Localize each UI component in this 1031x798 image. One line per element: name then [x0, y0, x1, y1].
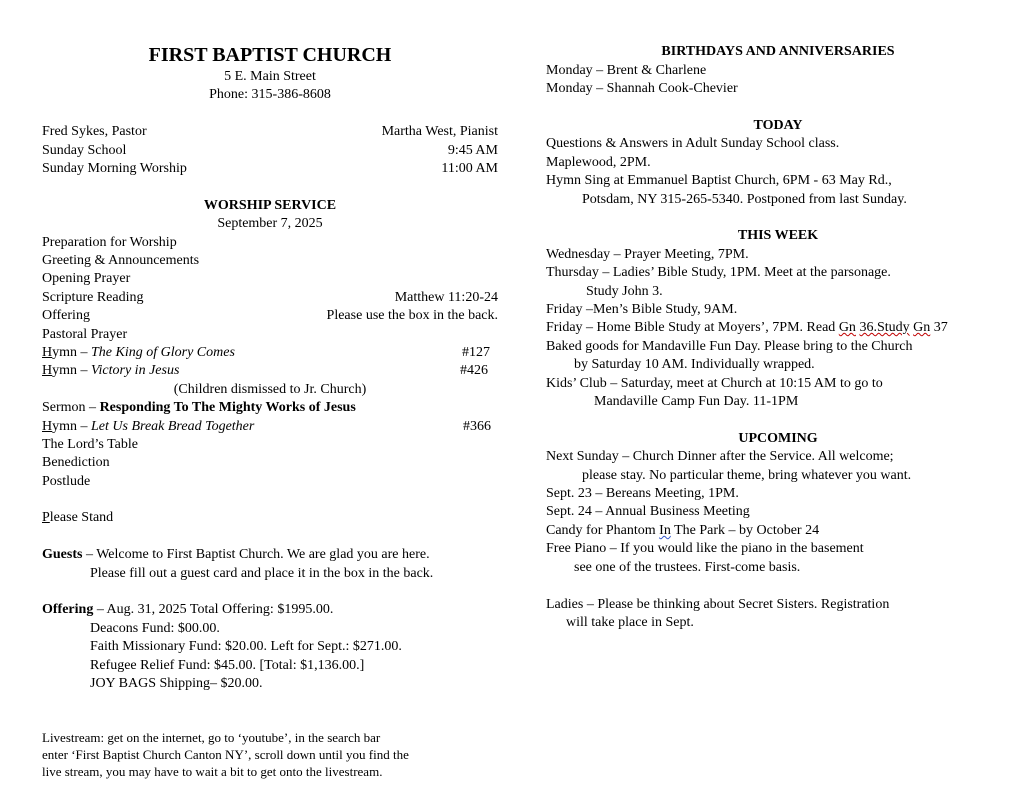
staff-row-worship	[42, 160, 498, 178]
upcoming-sept-24: Sept. 24 – Annual Business Meeting	[546, 504, 750, 519]
please-stand-rest: lease Stand	[49, 510, 114, 525]
guests-label: Guests	[42, 547, 83, 562]
week-wednesday: Wednesday – Prayer Meeting, 7PM.	[546, 247, 749, 262]
guests-line-2: Please fill out a guest card and place it in the box in the back.	[90, 566, 434, 581]
order-lords-table: The Lord’s Table	[42, 437, 138, 452]
upcoming-candy	[546, 522, 1016, 540]
today-3: Hymn Sing at Emmanuel Baptist Church, 6PM - 63 May Rd.,	[546, 173, 892, 188]
worship-label: Sunday Morning Worship	[42, 161, 187, 176]
worship-time: 11:00 AM	[441, 161, 498, 176]
order-greeting: Greeting & Announcements	[42, 253, 200, 268]
order-scripture	[42, 289, 498, 307]
hymn-2-title: Victory in Jesus	[91, 363, 180, 378]
offering-joy: JOY BAGS Shipping– $20.00.	[90, 676, 263, 691]
order-hymn-2	[42, 362, 498, 380]
pianist-name: Martha West, Pianist	[381, 124, 498, 139]
offering-label: Offering	[42, 308, 90, 323]
order-hymn-3	[42, 418, 498, 436]
upcoming-ladies-2: will take place in Sept.	[566, 615, 694, 630]
hymn-h: H	[42, 345, 53, 360]
offering-faith: Faith Missionary Fund: $20.00. Left for Sept.: $271.00.	[90, 639, 402, 654]
birthday-1: Monday – Brent & Charlene	[546, 63, 707, 78]
hymn-2-number: #426	[460, 363, 488, 378]
children-dismissed: (Children dismissed to Jr. Church)	[173, 382, 367, 397]
guests-line-1	[42, 546, 498, 564]
sunday-school-time: 9:45 AM	[447, 143, 498, 158]
sermon-title: Responding To The Mighty Works of Jesus	[99, 400, 356, 415]
birthdays-heading: BIRTHDAYS AND ANNIVERSARIES	[661, 44, 895, 59]
worship-heading: WORSHIP SERVICE	[203, 198, 337, 213]
hymn-3-number: #366	[463, 419, 491, 434]
livestream-line-1: Livestream: get on the internet, go to ‘youtube’, in the search bar	[42, 730, 381, 745]
pastor-name: Fred Sykes, Pastor	[42, 124, 147, 139]
today-heading: TODAY	[753, 118, 803, 133]
church-address: 5 E. Main Street	[224, 69, 316, 84]
candy-text-b: The Park – by October 24	[670, 523, 820, 538]
scripture-ref: Matthew 11:20-24	[394, 290, 498, 305]
hymn-dash: ymn –	[52, 345, 92, 360]
staff-row-sunday-school	[42, 142, 498, 160]
friday-2-end: 37	[930, 320, 948, 335]
order-offering	[42, 307, 498, 325]
scripture-label: Scripture Reading	[42, 290, 144, 305]
offering-refugee: Refugee Relief Fund: $45.00. [Total: $1,136.00.]	[90, 658, 365, 673]
upcoming-sept-23: Sept. 23 – Bereans Meeting, 1PM.	[546, 486, 739, 501]
offering-deacons: Deacons Fund: $00.00.	[90, 621, 220, 636]
week-friday-2	[546, 319, 1016, 337]
hymn-h: H	[42, 363, 53, 378]
please-stand-p: P	[42, 510, 50, 525]
order-hymn-1	[42, 344, 498, 362]
staff-row-pastor	[42, 123, 498, 141]
order-pastoral-prayer: Pastoral Prayer	[42, 327, 128, 342]
hymn-1-number: #127	[462, 345, 490, 360]
order-postlude: Postlude	[42, 474, 91, 489]
order-opening-prayer: Opening Prayer	[42, 271, 131, 286]
church-phone: Phone: 315-386-8608	[209, 87, 331, 102]
friday-2-gn-1: Gn	[838, 320, 856, 335]
offering-heading: Offering	[42, 602, 94, 617]
hymn-1-title: The King of Glory Comes	[91, 345, 235, 360]
offering-note: Please use the box in the back.	[326, 308, 498, 323]
friday-2-gn-2: Gn	[913, 320, 931, 335]
this-week-heading: THIS WEEK	[737, 228, 819, 243]
week-thursday-2: Study John 3.	[586, 284, 663, 299]
order-benediction: Benediction	[42, 455, 110, 470]
livestream-line-2: enter ‘First Baptist Church Canton NY’, scroll down until you find the	[42, 747, 409, 762]
week-thursday: Thursday – Ladies’ Bible Study, 1PM. Meet at the parsonage.	[546, 265, 891, 280]
offering-line-1	[42, 601, 498, 619]
week-kids-1: Kids’ Club – Saturday, meet at Church at 10:15 AM to go to	[546, 376, 883, 391]
hymn-dash: ymn –	[52, 363, 92, 378]
week-kids-2: Mandaville Camp Fun Day. 11-1PM	[594, 394, 799, 409]
friday-2-36-study: 36.Study	[859, 320, 910, 335]
hymn-h: H	[42, 419, 53, 434]
candy-in: In	[659, 523, 671, 538]
guests-text-1: – Welcome to First Baptist Church. We are glad you are here.	[82, 547, 430, 562]
candy-text-a: Candy for Phantom	[546, 523, 660, 538]
sunday-school-label: Sunday School	[42, 143, 127, 158]
upcoming-heading: UPCOMING	[738, 431, 818, 446]
hymn-dash: ymn –	[52, 419, 92, 434]
offering-total: – Aug. 31, 2025 Total Offering: $1995.00.	[93, 602, 334, 617]
friday-2-text: Friday – Home Bible Study at Moyers’, 7PM. Read	[546, 320, 839, 335]
upcoming-next-2: please stay. No particular theme, bring whatever you want.	[582, 468, 912, 483]
worship-date: September 7, 2025	[217, 216, 323, 231]
church-name: FIRST BAPTIST CHURCH	[148, 44, 392, 66]
order-sermon	[42, 399, 498, 417]
livestream-line-3: live stream, you may have to wait a bit to get onto the livestream.	[42, 764, 383, 779]
today-4: Potsdam, NY 315-265-5340. Postponed from last Sunday.	[582, 192, 907, 207]
birthday-2: Monday – Shannah Cook-Chevier	[546, 81, 738, 96]
order-preparation: Preparation for Worship	[42, 235, 177, 250]
today-2: Maplewood, 2PM.	[546, 155, 651, 170]
hymn-3-title: Let Us Break Bread Together	[91, 419, 255, 434]
week-friday-1: Friday –Men’s Bible Study, 9AM.	[546, 302, 738, 317]
week-baked-1: Baked goods for Mandaville Fun Day. Please bring to the Church	[546, 339, 913, 354]
upcoming-ladies-1: Ladies – Please be thinking about Secret Sisters. Registration	[546, 597, 890, 612]
today-1: Questions & Answers in Adult Sunday School class.	[546, 136, 840, 151]
upcoming-piano-2: see one of the trustees. First-come basis.	[574, 560, 801, 575]
upcoming-piano-1: Free Piano – If you would like the piano in the basement	[546, 541, 864, 556]
sermon-label: Sermon –	[42, 400, 100, 415]
week-baked-2: by Saturday 10 AM. Individually wrapped.	[574, 357, 815, 372]
please-stand	[42, 509, 498, 527]
upcoming-next-1: Next Sunday – Church Dinner after the Service. All welcome;	[546, 449, 894, 464]
